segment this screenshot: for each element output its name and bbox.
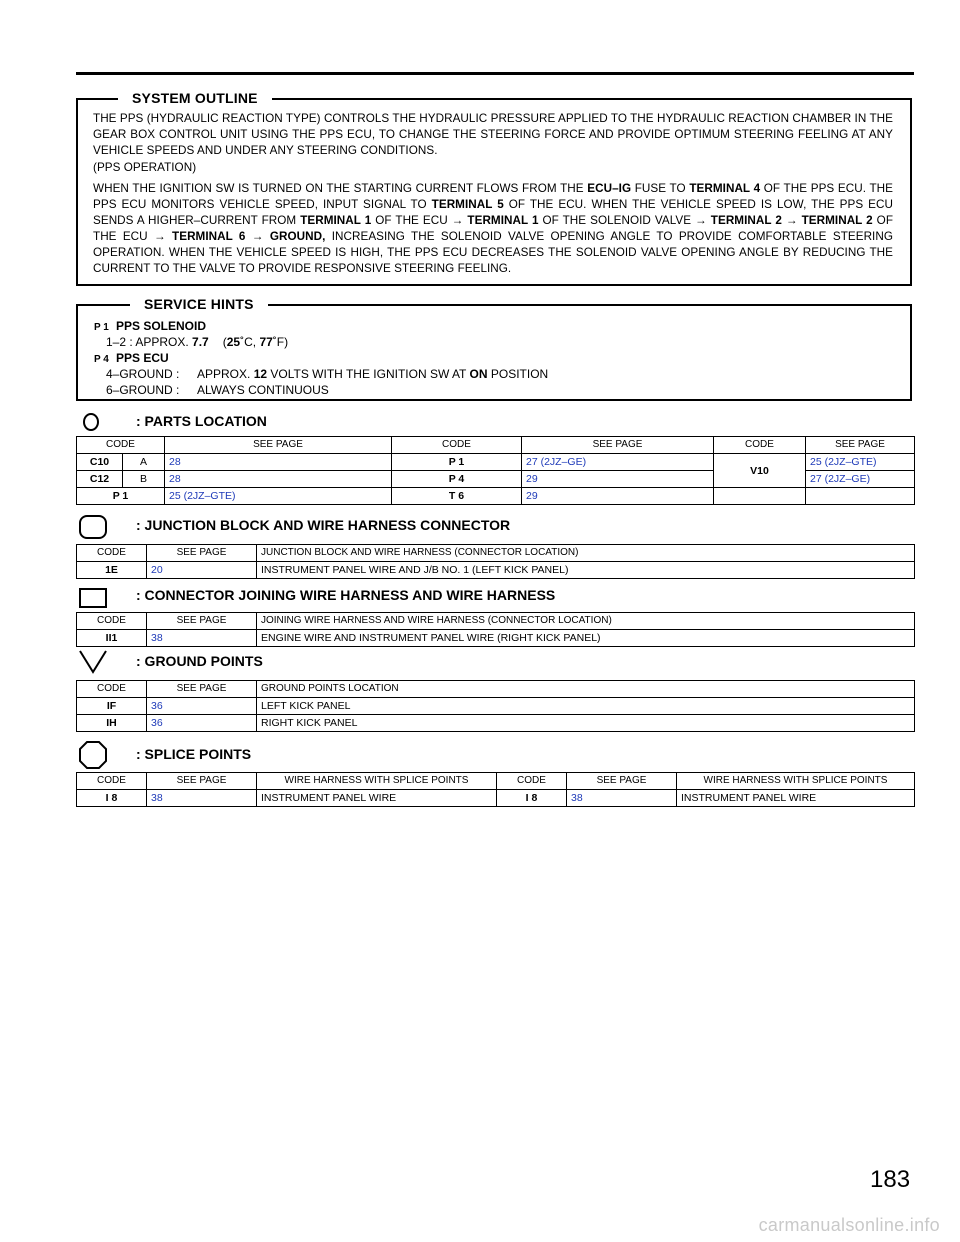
table-row: C12 B 28 P 4 29 27 (2JZ–GE) <box>77 471 915 488</box>
splice-points-title: : SPLICE POINTS <box>136 746 252 762</box>
see-page-link[interactable]: 20 <box>147 562 257 579</box>
table-row: P 1 25 (2JZ–GTE) T 6 29 <box>77 488 915 505</box>
hint-p4-heading: P 4 PPS ECU <box>94 351 169 365</box>
splice-points-heading <box>82 738 882 768</box>
junction-block-icon <box>78 514 108 540</box>
connector-joining-heading <box>82 582 882 612</box>
parts-location-heading <box>82 408 882 438</box>
see-page-link[interactable]: 25 (2JZ–GTE) <box>806 454 915 471</box>
see-page-link[interactable]: 29 <box>522 471 714 488</box>
ground-points-table <box>76 680 915 732</box>
see-page-link[interactable]: 36 <box>147 698 257 715</box>
table-row: II1 38 ENGINE WIRE AND INSTRUMENT PANEL WIRE (RIGHT KICK PANEL) <box>77 630 915 647</box>
see-page-link[interactable]: 28 <box>165 471 392 488</box>
service-hints-list <box>94 318 548 398</box>
ground-points-heading <box>82 648 882 678</box>
top-rule <box>76 72 914 75</box>
system-outline-box <box>76 90 912 286</box>
hint-p1-value: 1–2 : APPROX. 7.7 (25˚C, 77˚F) <box>106 335 289 349</box>
watermark: carmanualsonline.info <box>758 1215 940 1235</box>
junction-block-title: : JUNCTION BLOCK AND WIRE HARNESS CONNECTOR <box>136 517 511 533</box>
ground-points-icon <box>78 648 108 674</box>
parts-location-title: : PARTS LOCATION <box>136 413 267 429</box>
service-hints-box <box>76 296 912 401</box>
hint-p4-line-1: 4–GROUND : APPROX. 12 VOLTS WITH THE IGNITION SW AT ON POSITION <box>106 367 549 381</box>
junction-block-table <box>76 544 915 579</box>
table-header: CODE SEE PAGE WIRE HARNESS WITH SPLICE POINTS CODE SEE PAGE WIRE HARNESS WITH SPLICE POINTS <box>77 773 915 790</box>
table-row: IF 36 LEFT KICK PANEL <box>77 698 915 715</box>
see-page-link[interactable]: 38 <box>147 630 257 647</box>
table-row: I 8 38 INSTRUMENT PANEL WIRE I 8 38 INSTRUMENT PANEL WIRE <box>77 790 915 807</box>
see-page-link[interactable]: 27 (2JZ–GE) <box>522 454 714 471</box>
table-header: CODE SEE PAGE JOINING WIRE HARNESS AND WIRE HARNESS (CONNECTOR LOCATION) <box>77 613 915 630</box>
see-page-link[interactable]: 27 (2JZ–GE) <box>806 471 915 488</box>
see-page-link[interactable]: 29 <box>522 488 714 505</box>
see-page-link[interactable]: 36 <box>147 715 257 732</box>
splice-points-icon <box>78 740 108 770</box>
outline-paragraph-2: (PPS OPERATION) <box>93 161 197 174</box>
see-page-link[interactable]: 38 <box>147 790 257 807</box>
hint-p1-heading: P 1 PPS SOLENOID <box>94 319 207 333</box>
ground-points-title: : GROUND POINTS <box>136 653 263 669</box>
table-row: IH 36 RIGHT KICK PANEL <box>77 715 915 732</box>
connector-joining-table <box>76 612 915 647</box>
page-number: 183 <box>870 1166 911 1193</box>
service-hints-title: SERVICE HINTS <box>130 294 268 314</box>
table-row: C10 A 28 P 1 27 (2JZ–GE) V10 25 (2JZ–GTE) <box>77 454 915 471</box>
parts-location-icon <box>82 412 100 432</box>
junction-block-heading <box>82 512 882 542</box>
splice-points-table <box>76 772 915 807</box>
outline-paragraph-3: WHEN THE IGNITION SW IS TURNED ON THE STARTING CURRENT FLOWS FROM THE ECU–IG FUSE TO TERMINAL 4 OF THE PPS ECU. THE PPS ECU MONITORS VEHICLE SPEED, INPUT SIGNAL TO TERMINAL 5 OF THE ECU. WHEN THE VEHICLE SPEED IS LOW, THE PPS ECU SENDS A HIGHER–CURRENT FROM TERMINAL 1 OF THE ECU → TERMINAL 1 OF THE SOLENOID VALVE → TERMINAL 2 → TERMINAL 2 OF THE ECU → TERMINAL 6 → GROUND, INCREASING THE SOLENOID VALVE OPENING ANGLE TO PROVIDE COMFORTABLE STEERING OPERATION. WHEN THE VEHICLE SPEED IS HIGH, THE PPS ECU DECREASES THE SOLENOID VALVE OPENING ANGLE BY REDUCING THE CURRENT TO THE VALVE TO PROVIDE RESPONSIVE STEERING FEELING. <box>93 182 894 275</box>
table-header: CODE SEE PAGE JUNCTION BLOCK AND WIRE HARNESS (CONNECTOR LOCATION) <box>77 545 915 562</box>
table-header: CODE SEE PAGE CODE SEE PAGE CODE SEE PAGE <box>77 437 915 454</box>
system-outline-title: SYSTEM OUTLINE <box>118 88 272 108</box>
parts-location-table <box>76 436 915 505</box>
table-row: 1E 20 INSTRUMENT PANEL WIRE AND J/B NO. 1 (LEFT KICK PANEL) <box>77 562 915 579</box>
connector-joining-icon <box>78 586 108 610</box>
see-page-link[interactable]: 28 <box>165 454 392 471</box>
outline-paragraph-1: THE PPS (HYDRAULIC REACTION TYPE) CONTROLS THE HYDRAULIC PRESSURE APPLIED TO THE HYDRAULIC REACTION CHAMBER IN THE GEAR BOX CONTROL UNIT USING THE PPS ECU, TO CHANGE THE STEERING FORCE AND PROVIDE OPTIMUM STEERING FEELING AT ANY VEHICLE SPEEDS AND UNDER ANY STEERING CONDITIONS. <box>93 112 893 157</box>
see-page-link[interactable]: 25 (2JZ–GTE) <box>165 488 392 505</box>
see-page-link[interactable]: 38 <box>567 790 677 807</box>
connector-joining-title: : CONNECTOR JOINING WIRE HARNESS AND WIRE HARNESS <box>136 587 556 603</box>
table-header: CODE SEE PAGE GROUND POINTS LOCATION <box>77 681 915 698</box>
hint-p4-line-2: 6–GROUND : ALWAYS CONTINUOUS <box>106 383 329 397</box>
